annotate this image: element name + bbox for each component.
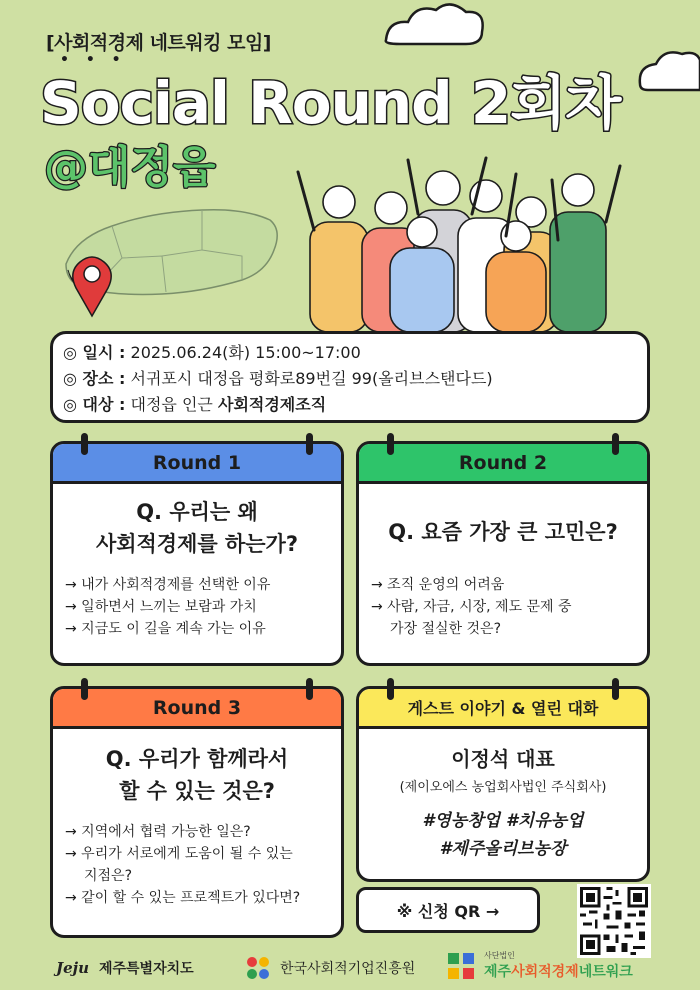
kosea-logo-icon bbox=[244, 954, 272, 982]
binder-ring-icon bbox=[612, 678, 619, 700]
binder-ring-icon bbox=[387, 678, 394, 700]
target-value: 대정읍 인근 bbox=[130, 395, 213, 414]
round-3-header bbox=[53, 689, 341, 729]
guest-tags bbox=[359, 807, 647, 863]
guest-title: 게스트 이야기 & 열린 대화 bbox=[407, 699, 599, 718]
round-3-card bbox=[50, 686, 344, 938]
date-line bbox=[63, 340, 647, 366]
list-item: → 조직 운영의 어려움 bbox=[371, 577, 505, 593]
list-item: 가장 절실한 것은? bbox=[390, 621, 501, 637]
date-value: 2025.06.24(화) 15:00~17:00 bbox=[130, 343, 361, 362]
guest-header bbox=[359, 689, 647, 729]
date-label: ◎ 일시 : bbox=[63, 343, 126, 362]
round-1-question-line2: 사회적경제를 하는가? bbox=[95, 532, 299, 556]
binder-ring-icon bbox=[612, 433, 619, 455]
kosea-logo-text: 한국사회적기업진흥원 bbox=[280, 961, 416, 977]
list-item: 지점은? bbox=[84, 868, 133, 884]
place-label: ◎ 장소 : bbox=[63, 369, 126, 388]
list-item: → 지역에서 협력 가능한 일은? bbox=[65, 824, 251, 840]
list-item: → 지금도 이 길을 계속 가는 이유 bbox=[65, 621, 266, 637]
place-value: 서귀포시 대정읍 평화로89번길 99(올리브스탠다드) bbox=[130, 369, 493, 388]
kosea-logo bbox=[244, 954, 415, 982]
list-item: → 사람, 자금, 시장, 제도 문제 중 bbox=[371, 599, 572, 615]
jeju-map-icon bbox=[52, 196, 282, 318]
round-3-bullets bbox=[53, 821, 341, 909]
jeju-wordmark: Jeju bbox=[56, 959, 89, 977]
binder-ring-icon bbox=[306, 678, 313, 700]
page-title: Social Round 2회차 bbox=[40, 69, 621, 137]
binder-ring-icon bbox=[387, 433, 394, 455]
event-subtitle: [사회적경제 네트워킹 모임] bbox=[46, 32, 271, 54]
round-2-bullets bbox=[359, 574, 647, 640]
place-title: @대정읍 bbox=[44, 142, 216, 193]
list-item: → 일하면서 느끼는 보람과 가치 bbox=[65, 599, 257, 615]
network-logo-text: 제주사회적경제네트워크 bbox=[484, 964, 633, 980]
round-2-question: Q. 요즘 가장 큰 고민은? bbox=[388, 520, 618, 544]
list-item: → 내가 사회적경제를 선택한 이유 bbox=[65, 577, 271, 593]
binder-ring-icon bbox=[306, 433, 313, 455]
target-line bbox=[63, 392, 647, 418]
decorative-dots: • • • bbox=[60, 52, 127, 68]
cheering-crowd-illustration bbox=[290, 152, 635, 332]
guest-tag-line: #영농창업 #치유농업 bbox=[422, 811, 584, 831]
network-logo bbox=[446, 950, 633, 981]
network-logo-icon bbox=[446, 951, 476, 981]
place-line bbox=[63, 366, 647, 392]
event-info-box bbox=[50, 331, 650, 423]
footer-logos bbox=[0, 948, 700, 990]
guest-card bbox=[356, 686, 650, 882]
target-value-emphasis: 사회적경제조직 bbox=[217, 395, 327, 414]
round-2-title: Round 2 bbox=[458, 451, 548, 474]
list-item: → 같이 할 수 있는 프로젝트가 있다면? bbox=[65, 890, 301, 906]
jeju-logo bbox=[56, 958, 194, 978]
round-1-card bbox=[50, 441, 344, 666]
round-1-header bbox=[53, 444, 341, 484]
list-item: → 우리가 서로에게 도움이 될 수 있는 bbox=[65, 846, 293, 862]
apply-qr-button[interactable]: ※ 신청 QR → bbox=[356, 887, 540, 933]
round-1-bullets bbox=[53, 574, 341, 640]
target-label: ◎ 대상 : bbox=[63, 395, 126, 414]
round-1-question-line1: Q. 우리는 왜 bbox=[136, 500, 258, 524]
round-3-question-line1: Q. 우리가 함께라서 bbox=[105, 747, 289, 771]
round-1-title: Round 1 bbox=[152, 451, 242, 474]
binder-ring-icon bbox=[81, 433, 88, 455]
qr-code-icon[interactable] bbox=[577, 884, 651, 958]
round-3-question-line2: 할 수 있는 것은? bbox=[119, 779, 275, 803]
binder-ring-icon bbox=[81, 678, 88, 700]
guest-organization: (제이오에스 농업회사법인 주식회사) bbox=[399, 780, 607, 795]
round-2-card bbox=[356, 441, 650, 666]
network-logo-small: 사단법인 bbox=[484, 951, 515, 960]
round-2-header bbox=[359, 444, 647, 484]
guest-name: 이정석 대표 bbox=[451, 747, 555, 771]
round-3-title: Round 3 bbox=[152, 696, 242, 719]
guest-tag-line: #제주올리브농장 bbox=[439, 839, 567, 859]
jeju-logo-text: 제주특별자치도 bbox=[98, 961, 194, 977]
